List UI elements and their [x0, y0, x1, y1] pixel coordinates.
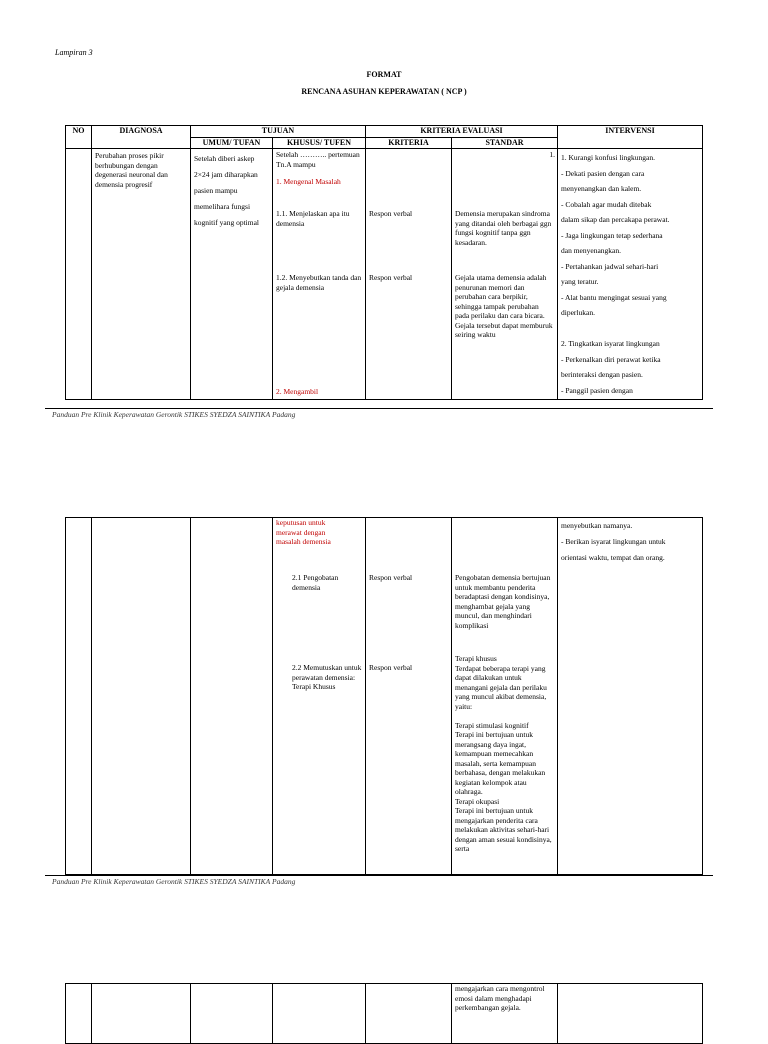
diagnosa-text: Perubahan proses pikir berhubungan dengan degenerasi neuronal dan demensia progresif [95, 151, 168, 189]
khusus-2-2: 2.2 Memutuskan untuk perawatan demensia: Terapi Khusus [292, 663, 362, 691]
ncp-table-page1 [65, 125, 703, 400]
footer-rule [45, 408, 713, 409]
intervensi-line [561, 321, 699, 337]
cell-umum [191, 149, 273, 400]
intervensi-list [558, 149, 702, 399]
cell-diagnosa [92, 518, 191, 875]
khusus-2-1: 2.1 Pengobatan demensia [292, 573, 339, 592]
kriteria-1-1: Respon verbal [369, 209, 413, 218]
intervensi-line: menyebutkan namanya. [561, 521, 633, 530]
cell-standar [452, 149, 558, 400]
intervensi-line: - Cobalah agar mudah ditebak [561, 199, 652, 209]
intervensi-list [558, 518, 702, 566]
kriteria-2-1: Respon verbal [369, 573, 413, 582]
footer-rule [45, 875, 713, 876]
khusus-1: 1. Mengenal Masalah [276, 177, 341, 186]
cell-intervensi [558, 149, 703, 400]
header-intervensi: INTERVENSI [558, 126, 703, 149]
intervensi-line: - Panggil pasien dengan [561, 385, 633, 395]
khusus-1-2: 1.2. Menyebutkan tanda dan gejala demensia [276, 273, 362, 292]
standar-number: 1. [549, 150, 555, 159]
lampiran-label: Lampiran 3 [55, 48, 93, 57]
header-standar: STANDAR [452, 137, 558, 149]
intervensi-line: 1. Kurangi konfusi lingkungan. [561, 153, 655, 162]
standar-1-1: Demensia merupakan sindroma yang ditandai oleh berbagai ggn fungsi kognitif tanpa ggn kesadaran. [455, 209, 552, 247]
intervensi-line: - Pertahankan jadwal sehari-hari [561, 261, 659, 271]
header-kriteria: KRITERIA [366, 137, 452, 149]
cell-diagnosa [92, 149, 191, 400]
standar-2-1: Pengobatan demensia bertujuan untuk membantu penderita beradaptasi dengan kondisinya, menghambat gejala yang muncul, dan menghindari komplikasi [455, 573, 551, 630]
khusus-2: 2. Mengambil [276, 387, 319, 396]
intervensi-line: - Dekati pasien dengan cara [561, 168, 645, 178]
cell-intervensi [558, 518, 703, 875]
intervensi-line: - Berikan isyarat lingkungan untuk [561, 537, 666, 546]
cell-no [66, 518, 92, 875]
intervensi-line: menyenangkan dan kalem. [561, 184, 642, 193]
footer-text: Panduan Pre Klinik Keperawatan Gerontik STIKES SYEDZA SAINTIKA Padang [52, 877, 296, 886]
cell-umum [191, 984, 273, 1044]
cell-diagnosa [92, 984, 191, 1044]
cell-no [66, 984, 92, 1044]
intervensi-line: diperlukan. [561, 308, 595, 317]
header-kriteria-evaluasi: KRITERIA EVALUASI [366, 126, 558, 138]
ncp-table-page2 [65, 517, 703, 875]
cell-kriteria [366, 518, 452, 875]
footer-text: Panduan Pre Klinik Keperawatan Gerontik STIKES SYEDZA SAINTIKA Padang [52, 410, 296, 419]
cell-khusus [273, 518, 366, 875]
header-umum: UMUM/ TUFAN [191, 137, 273, 149]
cell-kriteria [366, 149, 452, 400]
page-title: RENCANA ASUHAN KEPERAWATAN ( NCP ) [301, 87, 467, 96]
intervensi-line: orientasi waktu, tempat dan orang. [561, 553, 665, 562]
intervensi-line: yang teratur. [561, 277, 599, 286]
header-no: NO [66, 126, 92, 149]
cell-khusus [273, 984, 366, 1044]
ncp-table-page3 [65, 983, 703, 1044]
intervensi-line: 2. Tingkatkan isyarat lingkungan [561, 339, 660, 348]
khusus-2-cont: keputusan untuk merawat dengan masalah demensia [276, 518, 331, 546]
intervensi-line: - Jaga lingkungan tetap sederhana [561, 230, 663, 240]
khusus-1-1: 1.1. Menjelaskan apa itu demensia [276, 209, 350, 228]
intervensi-line: dan menyenangkan. [561, 246, 621, 255]
khusus-intro: Setelah ……….. pertemuan Tn.A mampu [276, 150, 360, 169]
header-diagnosa: DIAGNOSA [92, 126, 191, 149]
cell-no [66, 149, 92, 400]
cell-kriteria [366, 984, 452, 1044]
header-tujuan: TUJUAN [191, 126, 366, 138]
format-heading: FORMAT [366, 70, 402, 79]
kriteria-2-2: Respon verbal [369, 663, 413, 672]
standar-page3: mengajarkan cara mengontrol emosi dalam menghadapi perkembangan gejala. [455, 984, 545, 1012]
intervensi-line: dalam sikap dan percakapa perawat. [561, 215, 670, 224]
header-khusus: KHUSUS/ TUFEN [273, 137, 366, 149]
cell-khusus [273, 149, 366, 400]
cell-umum [191, 518, 273, 875]
cell-standar [452, 984, 558, 1044]
cell-intervensi [558, 984, 703, 1044]
cell-standar [452, 518, 558, 875]
intervensi-line: - Alat bantu mengingat sesuai yang [561, 292, 667, 302]
kriteria-1-2: Respon verbal [369, 273, 413, 282]
standar-2-2: Terapi khusus Terdapat beberapa terapi yang dapat dilakukan untuk menangani gejala dan perilaku yang muncul akibat demensia, yaitu: Terapi stimulasi kognitif Terapi ini bertujuan untuk merangsang daya ingat, kemampuan memecahkan masalah, serta kemampuan berbahasa, dengan melakukan kegiatan kelompok atau olahraga. Terapi okupasi Terapi ini bertujuan untuk mengajarkan penderita cara melakukan aktivitas sehari-hari dengan aman sesuai kondisinya, serta [455, 654, 552, 853]
umum-text: Setelah diberi askep 2×24 jam diharapkan pasien mampu memelihara fungsi kognitif yang optimal [194, 154, 259, 227]
intervensi-line: - Perkenalkan diri perawat ketika [561, 354, 661, 364]
intervensi-line: berinteraksi dengan pasien. [561, 370, 643, 379]
standar-1-2: Gejala utama demensia adalah penurunan memori dan perubahan cara berpikir, sehingga tampak perubahan pada perilaku dan cara bicara. Gejala tersebut dapat memburuk seiring waktu [455, 273, 553, 339]
